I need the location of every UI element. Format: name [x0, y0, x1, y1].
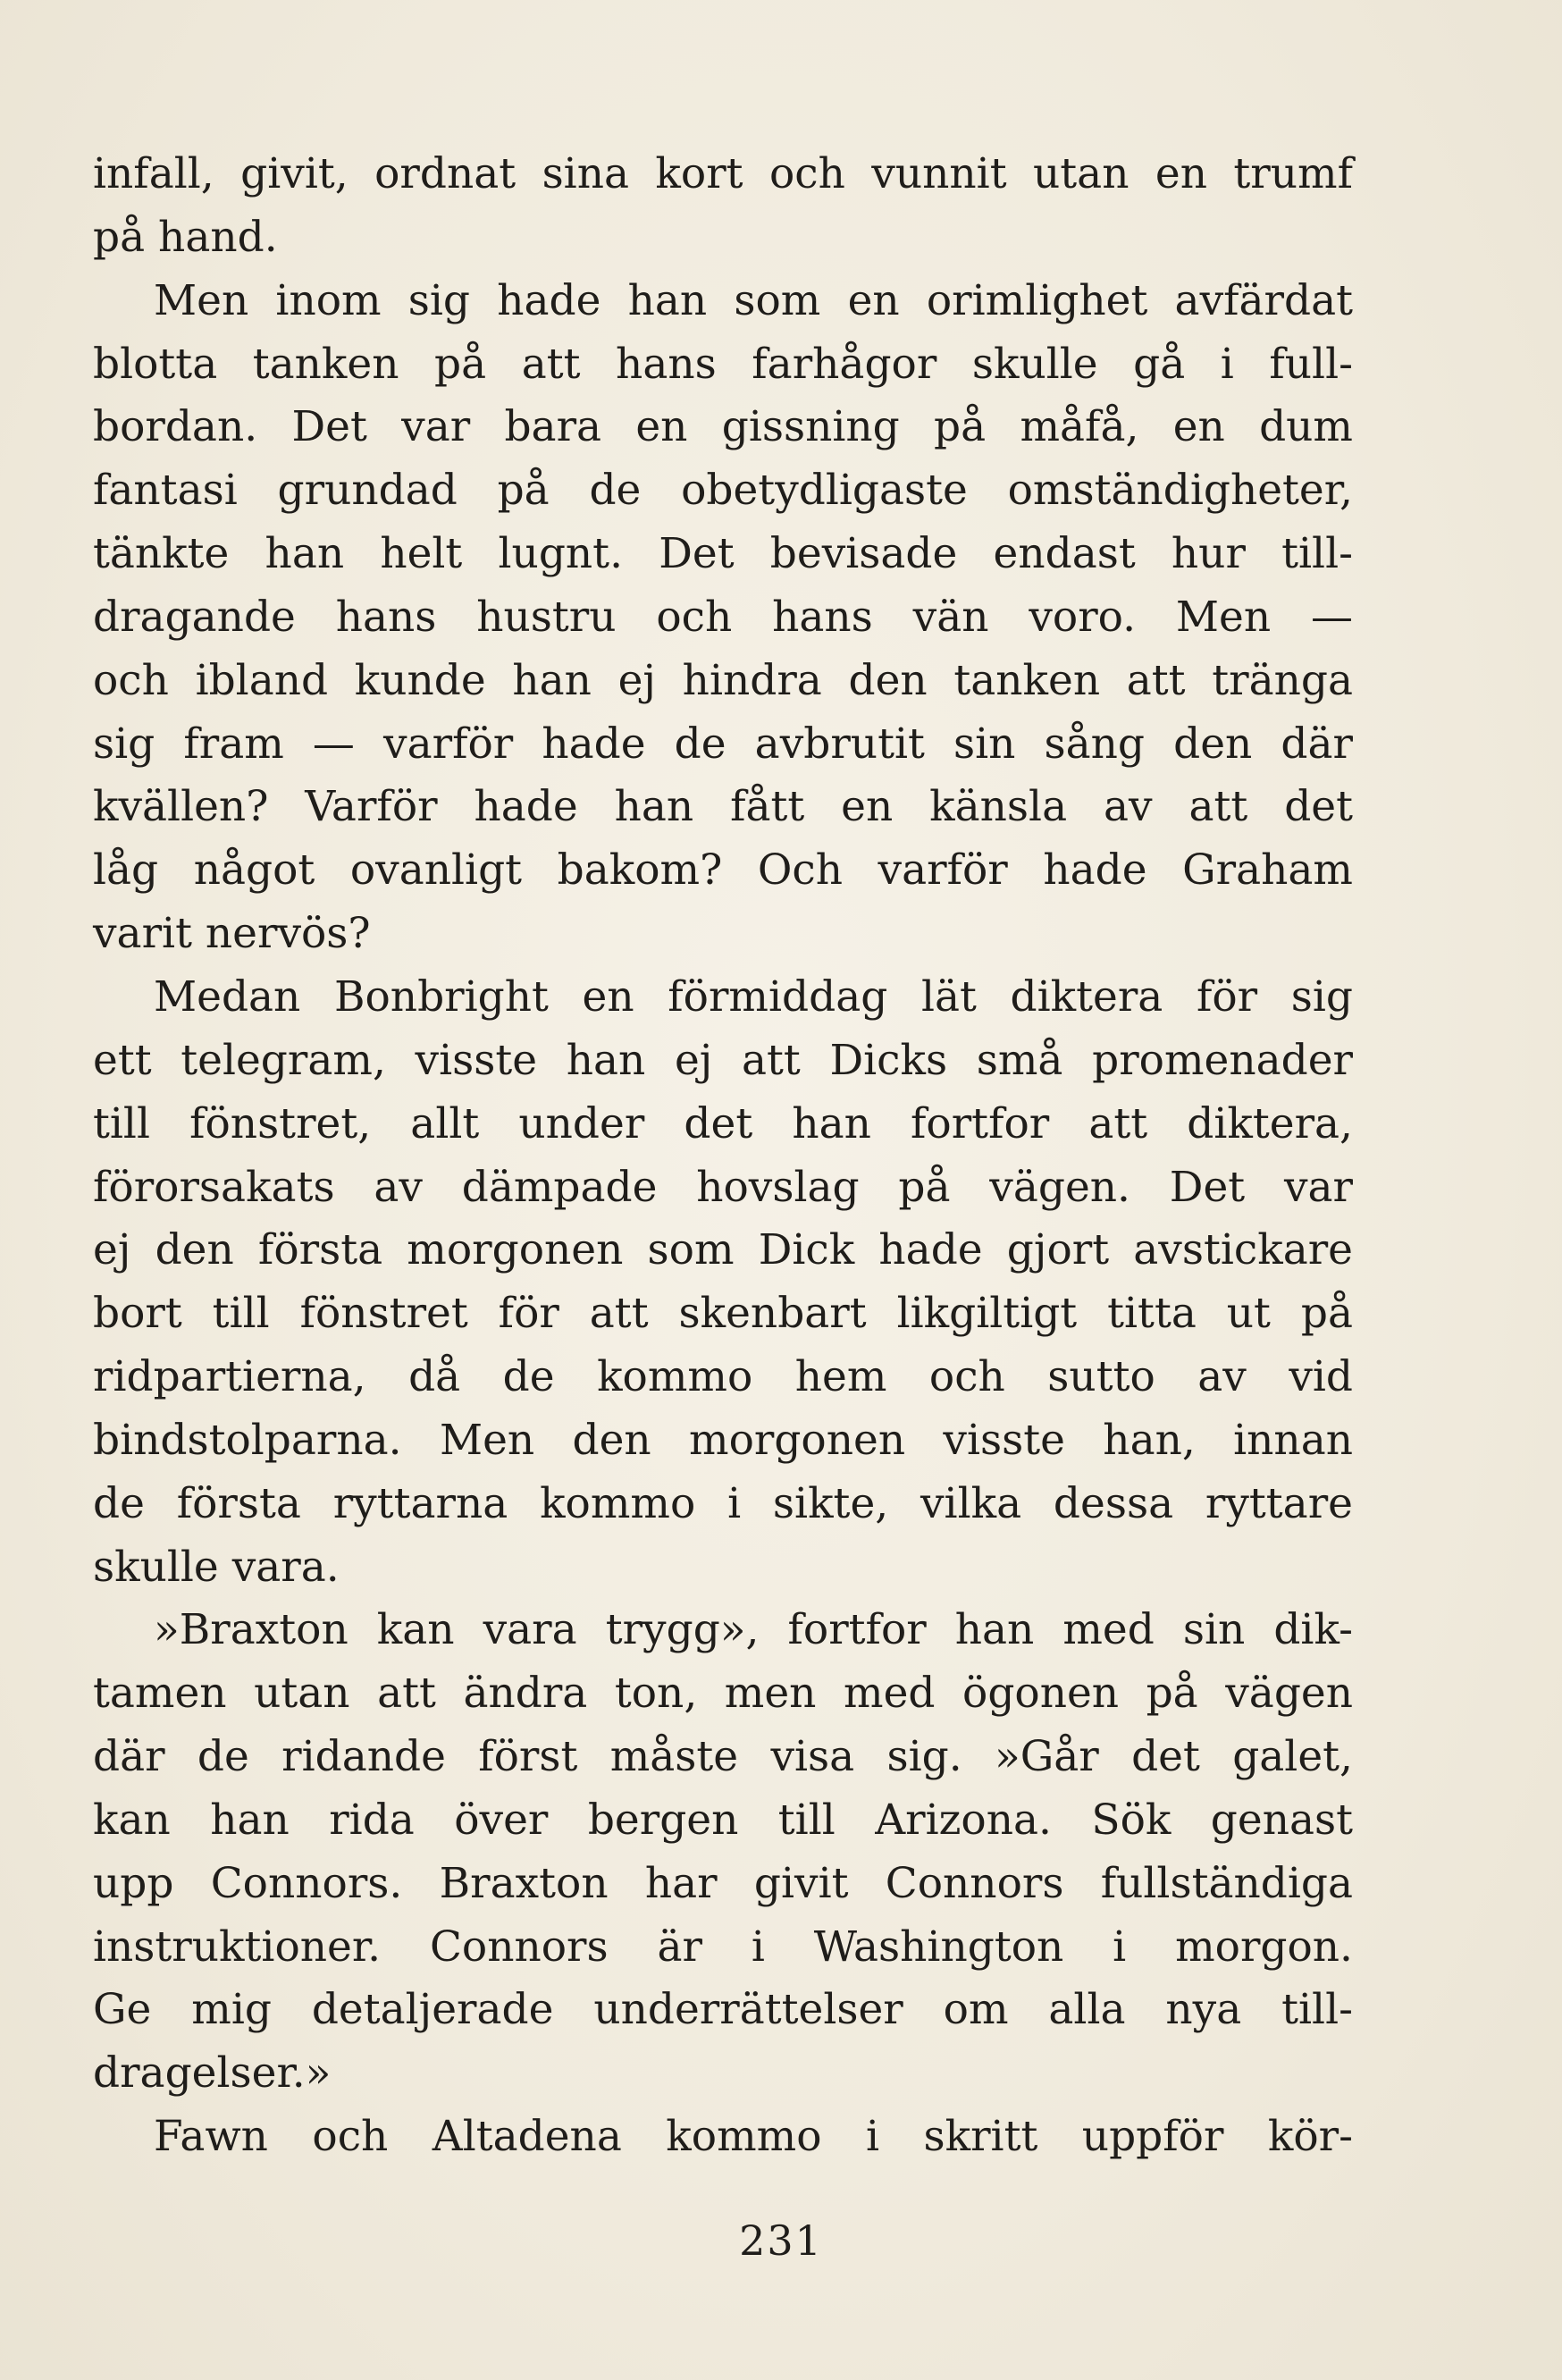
text-line: där de ridande först måste visa sig. »Går det galet, [93, 1732, 1353, 1782]
text-line: varit nervös? [93, 909, 371, 959]
text-line: Medan Bonbright en förmiddag lät diktera för sig [154, 971, 1353, 1022]
text-line: kan han rida över bergen till Arizona. Sök genast [93, 1795, 1353, 1845]
text-line: tänkte han helt lugnt. Det bevisade endast hur till- [93, 529, 1353, 579]
text-line: instruktioner. Connors är i Washington i morgon. [93, 1922, 1353, 1972]
text-line: ett telegram, visste han ej att Dicks små promenader [93, 1035, 1353, 1085]
text-line: bindstolparna. Men den morgonen visste han, innan [93, 1415, 1353, 1465]
text-line: ridpartierna, då de kommo hem och sutto av vid [93, 1352, 1353, 1402]
text-line: bordan. Det var bara en gissning på måfå, en dum [93, 402, 1353, 452]
text-line: upp Connors. Braxton har givit Connors fullständiga [93, 1858, 1353, 1908]
text-line: förorsakats av dämpade hovslag på vägen. Det var [93, 1162, 1353, 1212]
text-line: Fawn och Altadena kommo i skritt uppför kör- [154, 2112, 1353, 2162]
text-line: kvällen? Varför hade han fått en känsla av att det [93, 782, 1353, 832]
paragraph-3 [93, 966, 1353, 1599]
text-line: Men inom sig hade han som en orimlighet avfärdat [154, 275, 1353, 325]
text-line: låg något ovanligt bakom? Och varför hade Graham [93, 845, 1353, 896]
text-line: på hand. [93, 212, 278, 262]
paragraph-5 [93, 2106, 1353, 2169]
text-line: bort till fönstret för att skenbart likgiltigt titta ut på [93, 1289, 1353, 1339]
paragraph-2 [93, 270, 1353, 966]
text-line: dragelser.» [93, 2048, 332, 2098]
text-line: fantasi grundad på de obetydligaste omständigheter, [93, 466, 1353, 516]
text-line: ej den första morgonen som Dick hade gjort avstickare [93, 1225, 1353, 1275]
text-line: till fönstret, allt under det han fortfor att diktera, [93, 1098, 1353, 1148]
page-number: 231 [739, 2216, 823, 2265]
text-line: Ge mig detaljerade underrättelser om alla nya till- [93, 1985, 1353, 2035]
text-line: infall, givit, ordnat sina kort och vunnit utan en trumf [93, 149, 1353, 198]
paragraph-4 [93, 1599, 1353, 2106]
text-line: skulle vara. [93, 1542, 340, 1592]
body-text [93, 143, 1353, 2169]
text-line: tamen utan att ändra ton, men med ögonen på vägen [93, 1669, 1353, 1719]
paragraph-1 [93, 143, 1353, 270]
text-line: blotta tanken på att hans farhågor skulle gå i full- [93, 339, 1353, 389]
text-line: sig fram — varför hade de avbrutit sin sång den där [93, 719, 1353, 769]
text-line: och ibland kunde han ej hindra den tanken att tränga [93, 655, 1353, 705]
text-line: »Braxton kan vara trygg», fortfor han med sin dik- [154, 1605, 1353, 1655]
text-line: dragande hans hustru och hans vän voro. Men — [93, 592, 1353, 642]
text-line: de första ryttarna kommo i sikte, vilka dessa ryttare [93, 1478, 1353, 1528]
